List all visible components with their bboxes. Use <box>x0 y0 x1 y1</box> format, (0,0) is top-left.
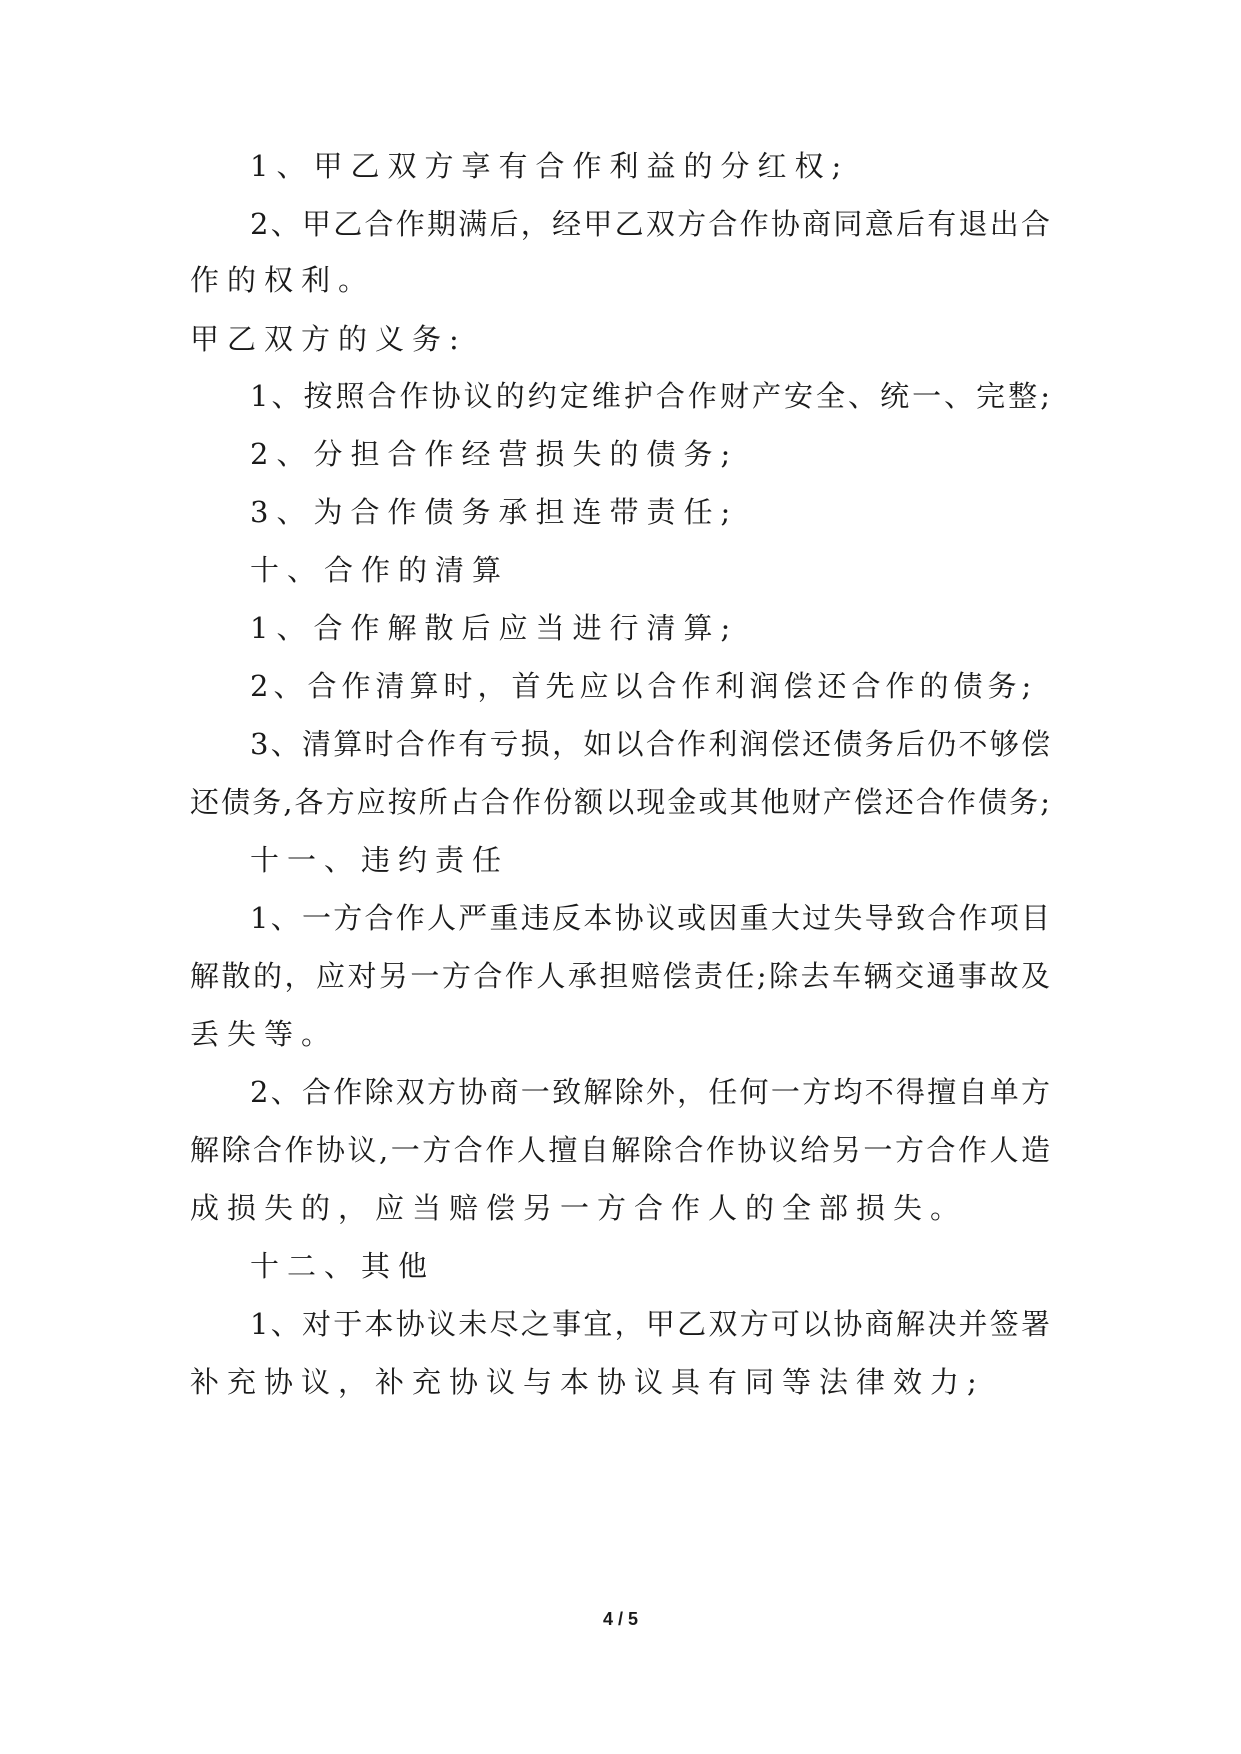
text-line: 1、合作解散后应当进行清算; <box>250 611 739 645</box>
page-number: 4 / 5 <box>602 1609 639 1629</box>
text-line: 2、合作除双方协商一致解除外，任何一方均不得擅自单方 <box>250 1075 1050 1109</box>
text-line: 还债务,各方应按所占合作份额以现金或其他财产偿还合作债务; <box>190 785 1050 819</box>
text-line: 1、一方合作人严重违反本协议或因重大过失导致合作项目 <box>250 901 1050 935</box>
text-line: 1、对于本协议未尽之事宜，甲乙双方可以协商解决并签署 <box>250 1307 1050 1341</box>
text-line: 甲乙双方的义务: <box>190 322 467 356</box>
section-heading: 十二、其他 <box>250 1249 436 1283</box>
text-line: 补充协议，补充协议与本协议具有同等法律效力; <box>190 1365 985 1399</box>
text-line: 丢失等。 <box>190 1017 339 1051</box>
text-line: 1、按照合作协议的约定维护合作财产安全、统一、完整; <box>250 379 1050 413</box>
text-line: 2、合作清算时，首先应以合作利润偿还合作的债务; <box>250 669 1037 703</box>
text-line: 3、清算时合作有亏损，如以合作利润偿还债务后仍不够偿 <box>250 727 1050 761</box>
text-line: 3、为合作债务承担连带责任; <box>250 495 739 529</box>
text-line: 作的权利。 <box>190 263 376 297</box>
text-line: 1、甲乙双方享有合作利益的分红权; <box>250 149 850 183</box>
section-heading: 十、合作的清算 <box>250 553 510 587</box>
text-line: 2、甲乙合作期满后，经甲乙双方合作协商同意后有退出合 <box>250 207 1050 241</box>
text-line: 解散的，应对另一方合作人承担赔偿责任;除去车辆交通事故及 <box>190 959 1050 993</box>
text-line: 解除合作协议,一方合作人擅自解除合作协议给另一方合作人造 <box>190 1133 1050 1167</box>
section-heading: 十一、违约责任 <box>250 843 510 877</box>
text-line: 2、分担合作经营损失的债务; <box>250 437 739 471</box>
text-line: 成损失的，应当赔偿另一方合作人的全部损失。 <box>190 1191 968 1225</box>
